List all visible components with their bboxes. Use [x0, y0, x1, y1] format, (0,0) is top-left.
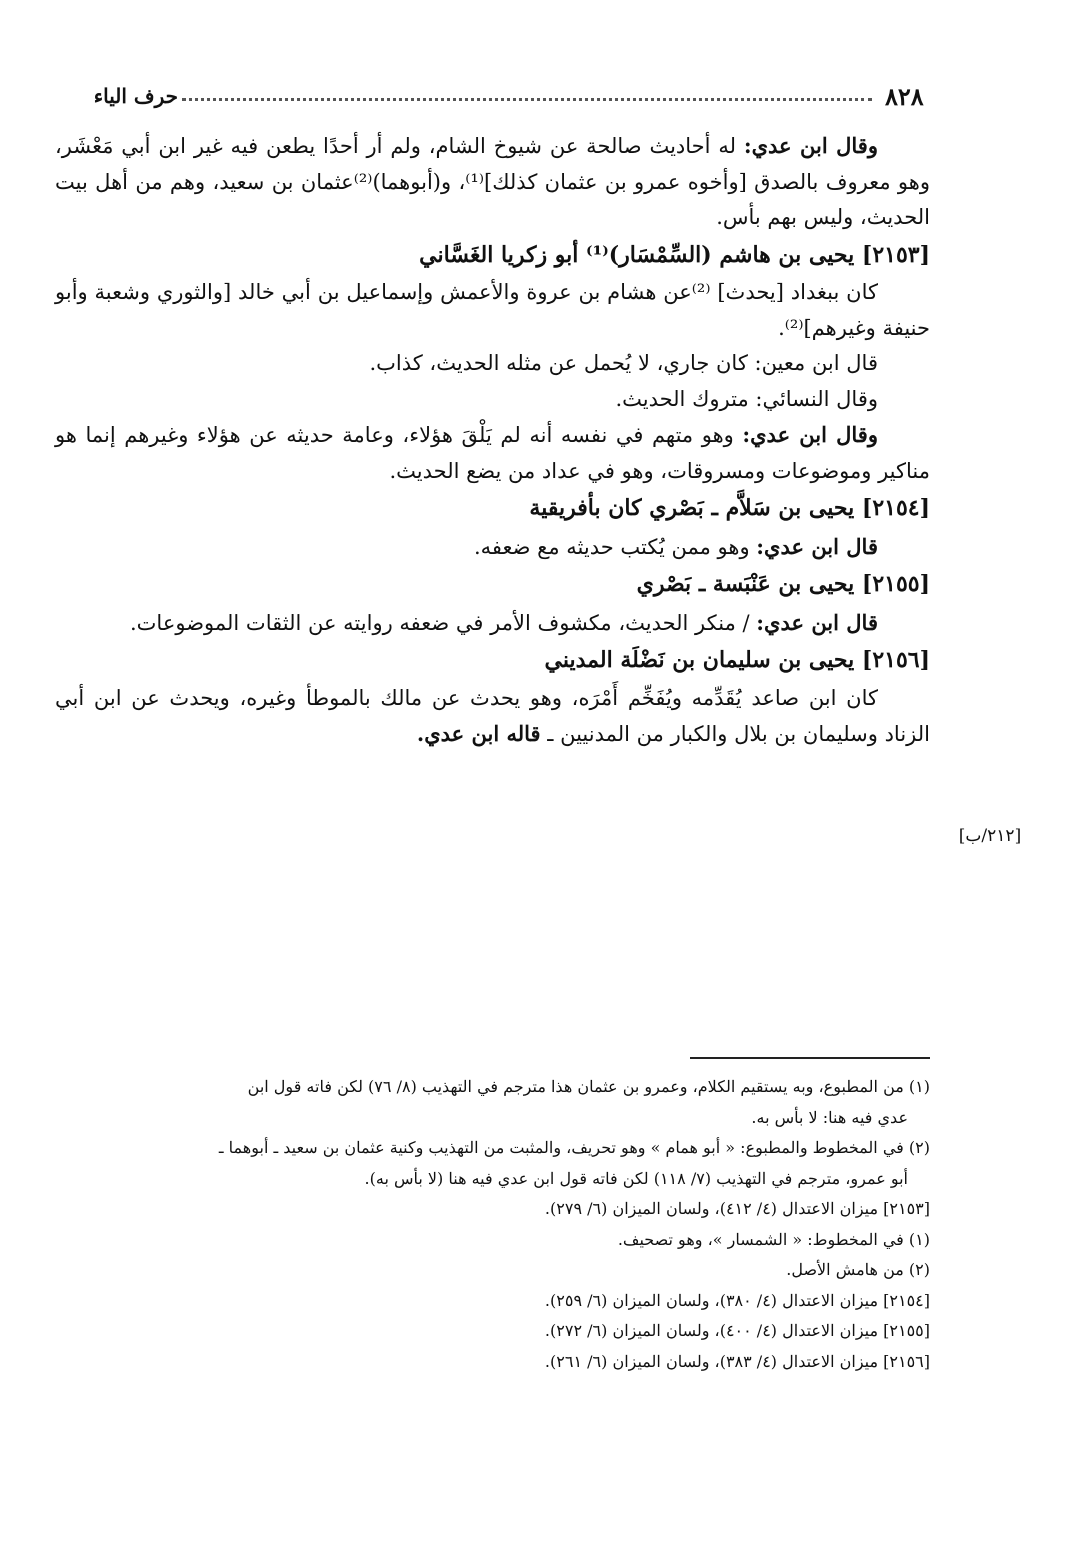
footnote-line: [٢١٥٦] ميزان الاعتدال (٤/ ٣٨٣)، ولسان الميزان (٦/ ٢٦١). — [544, 1351, 930, 1371]
footnote-line: [٢١٥٥] ميزان الاعتدال (٤/ ٤٠٠)، ولسان الميزان (٦/ ٢٧٢). — [544, 1321, 930, 1340]
entry-heading-2155: [٢١٥٥] يحيى بن عَنْبَسة ـ بَصْري — [636, 571, 930, 597]
paragraph — [55, 128, 930, 236]
footnote-line: (٢) من هامش الأصل. — [786, 1260, 930, 1279]
paragraph-text: له أحاديث صالحة عن شيوخ الشام، ولم أر أحدًا يطعن فيه غير ابن أبي مَعْشَر، وهو معروف بالصدق [وأخوه عمرو بن عثمان كذلك]⁽¹⁾، و(أبوهما)⁽²⁾عثمان بن سعيد، وهم من أهل بيت الحديث، وليس بهم بأس. — [55, 134, 930, 229]
footnote-line: أبو عمرو، مترجم في التهذيب (٧/ ١١٨) لكن فاته قول ابن عدي فيه هنا (لا بأس به). — [364, 1168, 908, 1188]
footnote-line: (١) في المخطوط: « الشمسار »، وهو تصحيف. — [617, 1229, 930, 1249]
footnote-line: (٢) في المخطوط والمطبوع: « أبو همام » وهو تحريف، والمثبت من التهذيب وكنية عثمان بن سعيد ـ أبوهما ـ — [218, 1138, 930, 1157]
paragraph-lead: وقال ابن عدي: — [742, 422, 878, 447]
paragraph-text: وهو ممن يُكتب حديثه مع ضعفه. — [473, 534, 757, 559]
paragraph — [55, 529, 930, 566]
paragraph-lead: وقال ابن عدي: — [743, 133, 878, 158]
paragraph-lead: قال ابن عدي: — [756, 609, 878, 635]
footnote-rule — [690, 1057, 930, 1059]
paragraph — [55, 417, 930, 489]
footnotes — [55, 1072, 930, 1377]
chapter-title: حرف الياء — [93, 84, 178, 108]
header-rule — [182, 98, 872, 101]
page-number: ٨٢٨ — [885, 82, 924, 111]
main-text — [55, 128, 930, 753]
paragraph-tail: قاله ابن عدي. — [416, 721, 541, 746]
paragraph-lead: قال ابن عدي: — [756, 533, 878, 559]
footnote-line: عدي فيه هنا: لا بأس به. — [751, 1107, 908, 1127]
entry-heading-2153: [٢١٥٣] يحيى بن هاشم (السِّمْسَار)⁽¹⁾ أبو زكريا الغَسَّاني — [419, 241, 930, 268]
paragraph-text: وهو متهم في نفسه أنه لم يَلْقَ هؤلاء، وعامة حديثه عن هؤلاء وغيرهم إنما هو مناكير وموضوعات ومسروقات، وهو في عداد من يضع الحديث. — [55, 423, 930, 483]
entry-heading-2156: [٢١٥٦] يحيى بن سليمان بن نَضْلَة المديني — [544, 647, 930, 673]
footnote-line: (١) من المطبوع، وبه يستقيم الكلام، وعمرو بن عثمان هذا مترجم في التهذيب (٨/ ٧٦) لكن فاته قول ابن — [247, 1077, 930, 1096]
paragraph: كان ببغداد [يحدث] ⁽²⁾عن هشام بن عروة والأعمش وإسماعيل بن أبي خالد [والثوري وشعبة وأبو حنيفة وغيرهم]⁽²⁾. — [55, 280, 930, 340]
margin-folio-note: [٢١٢/ب] — [958, 826, 1022, 846]
paragraph — [55, 681, 930, 753]
paragraph-text: كان ابن صاعد يُقَدِّمه ويُفَخِّم أَمْرَه، وهو يحدث عن مالك بالموطأ وغيره، ويحدث عن ابن أبي الزناد وسليمان بن بلال والكبار من المدنيين ـ — [55, 685, 930, 746]
paragraph-text: / منكر الحديث، مكشوف الأمر في ضعفه روايته عن الثقات الموضوعات. — [129, 610, 757, 635]
entry-heading-2154: [٢١٥٤] يحيى بن سَلاَّم ـ بَصْري كان بأفريقية — [529, 495, 930, 521]
paragraph: قال ابن معين: كان جاري، لا يُحمل عن مثله الحديث، كذاب. — [369, 351, 878, 375]
paragraph: وقال النسائي: متروك الحديث. — [615, 386, 878, 411]
paragraph — [55, 605, 930, 642]
footnote-line: [٢١٥٤] ميزان الاعتدال (٤/ ٣٨٠)، ولسان الميزان (٦/ ٢٥٩). — [544, 1290, 930, 1310]
footnote-line: [٢١٥٣] ميزان الاعتدال (٤/ ٤١٢)، ولسان الميزان (٦/ ٢٧٩). — [544, 1199, 930, 1218]
